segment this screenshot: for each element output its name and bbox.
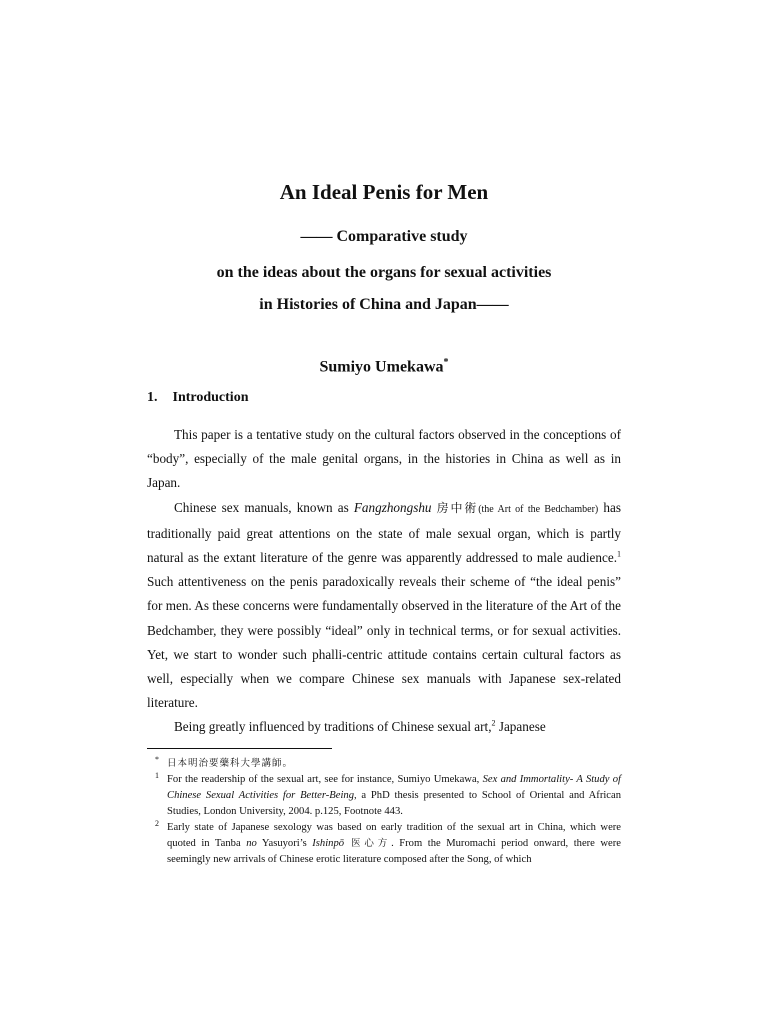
paper-subtitle-line-3: in Histories of China and Japan—— <box>259 296 509 313</box>
paragraph-3-text-b: Japanese <box>495 719 546 735</box>
author-name: Sumiyo Umekawa <box>319 358 444 376</box>
fangzhongshu-chinese: 房中術 <box>436 500 479 515</box>
footnotes <box>147 756 621 868</box>
footnote-divider <box>147 748 332 749</box>
paper-subtitle-line-1: —— Comparative study <box>300 228 468 245</box>
footnote-1-text-b: , a PhD thesis presented to School of Oriental and African Studies, London University, 2004. p.125, Footnote 443. <box>167 790 621 817</box>
author-affiliation: 日本明治要藥科大學講師。 <box>167 758 294 769</box>
footnote-1-mark: 1 <box>155 771 159 780</box>
paragraph-2-text-a: Chinese sex manuals, known as <box>174 499 354 515</box>
footnote-2-ishinpo: Ishinpō <box>312 838 345 849</box>
paragraph-3 <box>147 715 621 739</box>
footnote-ref-2[interactable]: 2 <box>491 719 496 729</box>
footnote-2-text-a: Early state of Japanese sexology was based on early tradition of the sexual art in China, which were quoted in Tanba <box>167 822 621 849</box>
paper-title: An Ideal Penis for Men <box>279 180 489 204</box>
section-title: Introduction <box>172 390 249 405</box>
paragraph-2 <box>147 496 621 716</box>
footnote-2-ishinpo-chinese: 医心方 <box>344 838 392 849</box>
paragraph-1: This paper is a tentative study on the cultural factors observed in the conceptions of “body”, especially of the male genital organs, in the histories in China as well as in Japan. <box>147 427 621 491</box>
fangzhongshu-term: Fangzhongshu <box>353 499 432 515</box>
footnote-ref-1[interactable]: 1 <box>617 549 621 559</box>
paper-subtitle-line-2: on the ideas about the organs for sexual activities <box>216 264 552 281</box>
footnote-2-text-b: . From the Muromachi period onward, there were seemingly new arrivals of Chinese erotic literature composed after the Song, of which <box>167 838 621 865</box>
section-number: 1. <box>147 390 158 405</box>
section-heading <box>147 390 248 406</box>
footnote-2-no: no <box>246 838 257 849</box>
footnote-affiliation-mark: * <box>155 755 159 764</box>
footnote-1-text-a: For the readership of the sexual art, see for instance, Sumiyo Umekawa, <box>167 774 483 785</box>
author-line <box>0 357 768 376</box>
footnote-2-name: Yasuyori’s <box>256 838 313 849</box>
fangzhongshu-translation: (the Art of the Bedchamber) <box>478 503 599 515</box>
footnote-2-mark: 2 <box>155 819 159 828</box>
body-text <box>147 423 621 740</box>
author-footnote-mark: * <box>443 357 449 368</box>
footnote-1-thesis-title: Sex and Immortality- A Study of Chinese Sexual Activities for Better-Being <box>167 774 621 801</box>
footnote-affiliation <box>147 756 621 772</box>
paragraph-2-text-c: Such attentiveness on the penis paradoxically reveals their scheme of “the ideal penis” for men. As these concerns were fundamentally observed in the literature of the Art of the Bedchamber, they were possibly “ideal” only in technical terms, or for sexual activities. Yet, we start to wonder such phalli-centric attitude contains certain cultural factors as well, especially when we compare Chinese sex manuals with Japanese sex-related literature. <box>147 574 621 711</box>
paragraph-2-text-b: has traditionally paid great attentions on the state of male sexual organ, which is partly natural as the extant literature of the genre was apparently addressed to male audience. <box>147 499 621 566</box>
paragraph-3-text-a: Being greatly influenced by traditions of Chinese sexual art, <box>174 719 492 735</box>
footnote-2 <box>147 820 621 868</box>
footnote-1 <box>147 772 621 820</box>
